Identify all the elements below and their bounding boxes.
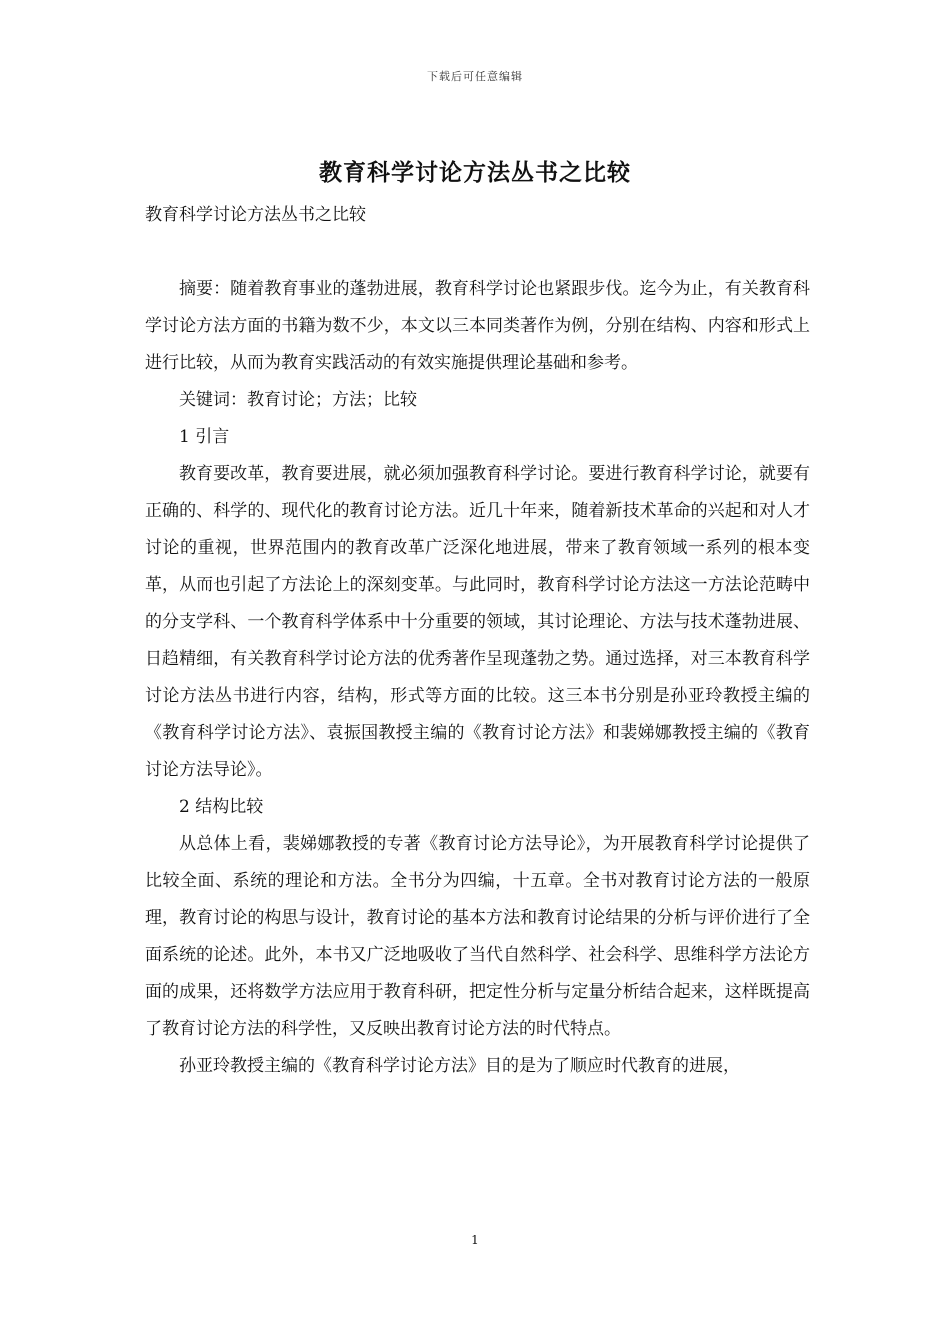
abstract-paragraph: 摘要：随着教育事业的蓬勃进展，教育科学讨论也紧跟步伐。迄今为止，有关教育科学讨论方法方面的书籍为数不少，本文以三本同类著作为例，分别在结构、内容和形式上进行比较，从而为教育实践活动的有效实施提供理论基础和参考。 [145, 279, 810, 373]
page-number: 1 [471, 1233, 479, 1247]
body-paragraph: 从总体上看，裴娣娜教授的专著《教育讨论方法导论》，为开展教育科学讨论提供了比较全面、系统的理论和方法。全书分为四编，十五章。全书对教育讨论方法的一般原理，教育讨论的构思与设计，教育讨论的基本方法和教育讨论结果的分析与评价进行了全面系统的论述。此外，本书又广泛地吸收了当代自然科学、社会科学、思维科学方法论方面的成果，还将数学方法应用于教育科研，把定性分析与定量分析结合起来，这样既提高了教育讨论方法的科学性，又反映出教育讨论方法的时代特点。 [145, 834, 810, 1039]
body-paragraph: 孙亚玲教授主编的《教育科学讨论方法》目的是为了顺应时代教育的进展， [179, 1056, 740, 1076]
section-heading-structure: 2 结构比较 [179, 797, 264, 817]
document-body [145, 271, 810, 1085]
section-heading-introduction: 1 引言 [179, 427, 230, 447]
document-title: 教育科学讨论方法丛书之比较 [319, 159, 631, 186]
page-header-note: 下载后可任意编辑 [427, 70, 523, 83]
keywords-paragraph: 关键词：教育讨论；方法；比较 [179, 390, 417, 410]
body-paragraph: 教育要改革，教育要进展，就必须加强教育科学讨论。要进行教育科学讨论，就要有正确的、科学的、现代化的教育讨论方法。近几十年来，随着新技术革命的兴起和对人才讨论的重视，世界范围内的教育改革广泛深化地进展，带来了教育领域一系列的根本变革，从而也引起了方法论上的深刻变革。与此同时，教育科学讨论方法这一方法论范畴中的分支学科、一个教育科学体系中十分重要的领域，其讨论理论、方法与技术蓬勃进展、日趋精细，有关教育科学讨论方法的优秀著作呈现蓬勃之势。通过选择，对三本教育科学讨论方法丛书进行内容，结构，形式等方面的比较。这三本书分别是孙亚玲教授主编的《教育科学讨论方法》、袁振国教授主编的《教育讨论方法》和裴娣娜教授主编的《教育讨论方法导论》。 [145, 464, 810, 780]
document-subtitle: 教育科学讨论方法丛书之比较 [145, 205, 366, 225]
